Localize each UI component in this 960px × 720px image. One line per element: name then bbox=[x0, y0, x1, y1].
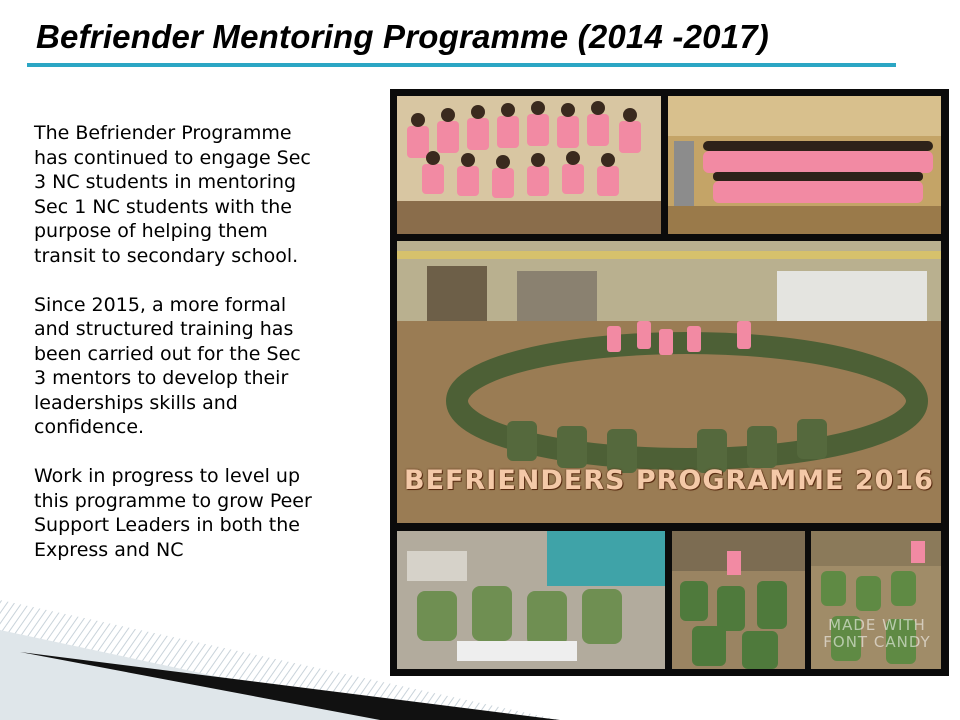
photo-classroom-activity bbox=[397, 531, 665, 669]
photo-students-seated bbox=[672, 531, 805, 669]
title-underline bbox=[27, 63, 896, 67]
watermark-line-1: MADE WITH bbox=[828, 616, 926, 634]
programme-overlay-text: BEFRIENDERS PROGRAMME 2016 bbox=[404, 465, 934, 496]
watermark-line-2: FONT CANDY bbox=[823, 633, 931, 651]
photo-mentors-group bbox=[397, 96, 661, 234]
photo-stage-group bbox=[668, 96, 941, 234]
photo-group-discussion bbox=[811, 531, 941, 669]
photo-hall-circle bbox=[397, 241, 941, 523]
paragraph-progress: Work in progress to level up this programme to grow Peer Support Leaders in both the Express and NC bbox=[34, 465, 312, 561]
photo-collage bbox=[390, 89, 949, 676]
paragraph-training: Since 2015, a more formal and structured training has been carried out for the Sec 3 mentors to develop their leaderships skills and confidence. bbox=[34, 293, 301, 438]
paragraph-intro: The Befriender Programme has continued to engage Sec 3 NC students in mentoring Sec 1 NC students with the purpose of helping them transit to secondary school. bbox=[34, 122, 311, 267]
body-text bbox=[34, 121, 384, 587]
watermark-text bbox=[817, 617, 937, 651]
slide-title: Befriender Mentoring Programme (2014 -2017) bbox=[36, 18, 769, 55]
